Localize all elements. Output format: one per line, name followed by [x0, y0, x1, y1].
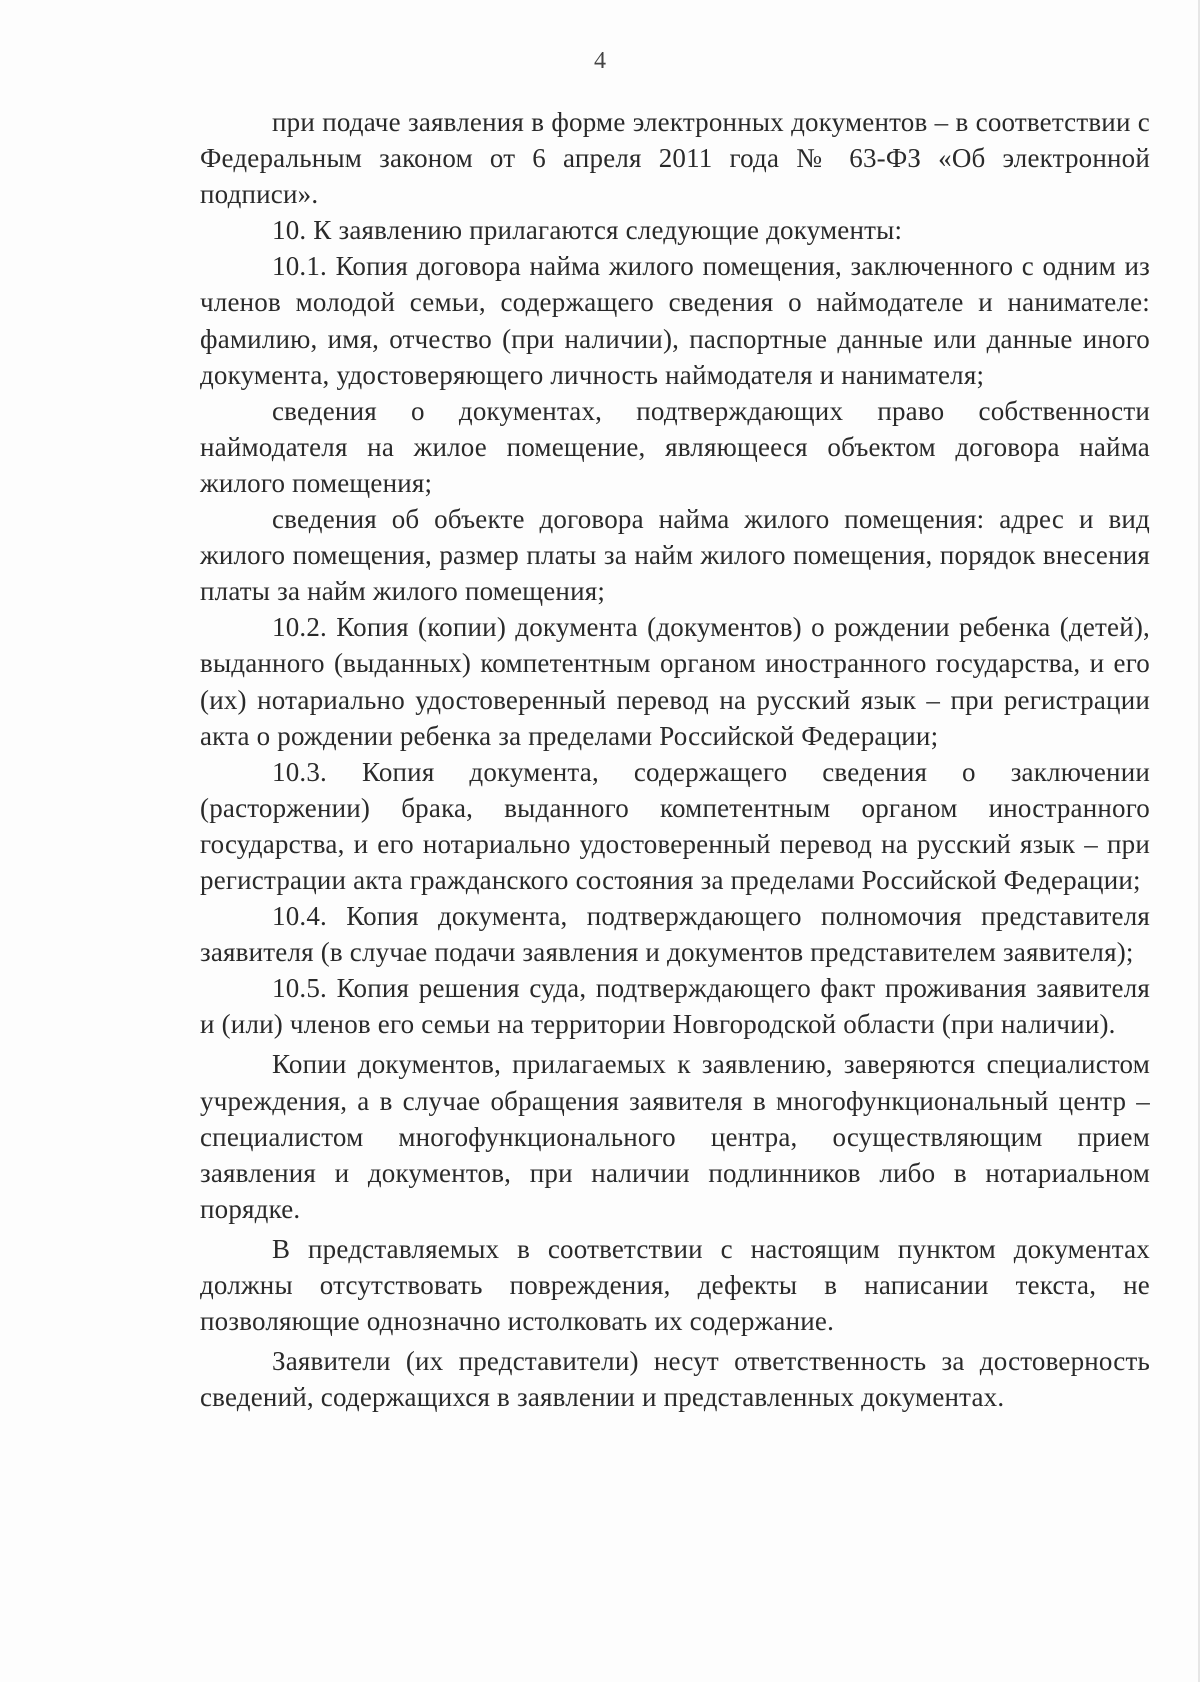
paragraph-item-10-3: 10.3. Копия документа, содержащего сведения о заключении (расторжении) брака, выданного компетентным органом иностранного государства, и его нотариально удостоверенный перевод на русский язык – при регистрации акта гражданского состояния за пределами Российской Федерации;	[200, 756, 1150, 895]
paragraph-copies-certification: Копии документов, прилагаемых к заявлению, заверяются специалистом учреждения, а в случае обращения заявителя в многофункциональный центр – специалистом многофункционального центра, осуществляющим прием заявления и документов, при наличии подлинников либо в нотариальном порядке.	[200, 1049, 1150, 1224]
paragraph-object-info: сведения об объекте договора найма жилого помещения: адрес и вид жилого помещения, размер платы за найм жилого помещения, порядок внесения платы за найм жилого помещения;	[200, 504, 1150, 607]
paragraph-item-10-5: 10.5. Копия решения суда, подтверждающего факт проживания заявителя и (или) членов его семьи на территории Новгородской области (при наличии).	[200, 973, 1150, 1040]
paragraph-responsibility: Заявители (их представители) несут ответственность за достоверность сведений, содержащихся в заявлении и представленных документах.	[200, 1346, 1150, 1413]
paragraph-no-defects: В представляемых в соответствии с настоящим пунктом документах должны отсутствовать повреждения, дефекты в написании текста, не позволяющие однозначно истолковать их содержание.	[200, 1233, 1150, 1337]
paragraph-electronic-signature: при подаче заявления в форме электронных документов – в соответствии с Федеральным законом от 6 апреля 2011 года № 63-ФЗ «Об электронной подписи».	[200, 107, 1150, 210]
paragraph-item-10-4: 10.4. Копия документа, подтверждающего полномочия представителя заявителя (в случае подачи заявления и документов представителем заявителя);	[200, 901, 1150, 968]
document-body	[200, 104, 1150, 1415]
page-number: 4	[594, 48, 606, 74]
paragraph-item-10-2: 10.2. Копия (копии) документа (документов) о рождении ребенка (детей), выданного (выданных) компетентным органом иностранного государства, и его (их) нотариально удостоверенный перевод на русский язык – при регистрации акта о рождении ребенка за пределами Российской Федерации;	[200, 612, 1150, 751]
paragraph-item-10-1: 10.1. Копия договора найма жилого помещения, заключенного с одним из членов молодой семьи, содержащего сведения о наймодателе и нанимателе: фамилию, имя, отчество (при наличии), паспортные данные или данные иного документа, удостоверяющего личность наймодателя и нанимателя;	[200, 251, 1150, 390]
paragraph-item-10: 10. К заявлению прилагаются следующие документы:	[272, 215, 903, 246]
paragraph-ownership-info: сведения о документах, подтверждающих право собственности наймодателя на жилое помещение, являющееся объектом договора найма жилого помещения;	[200, 395, 1150, 498]
